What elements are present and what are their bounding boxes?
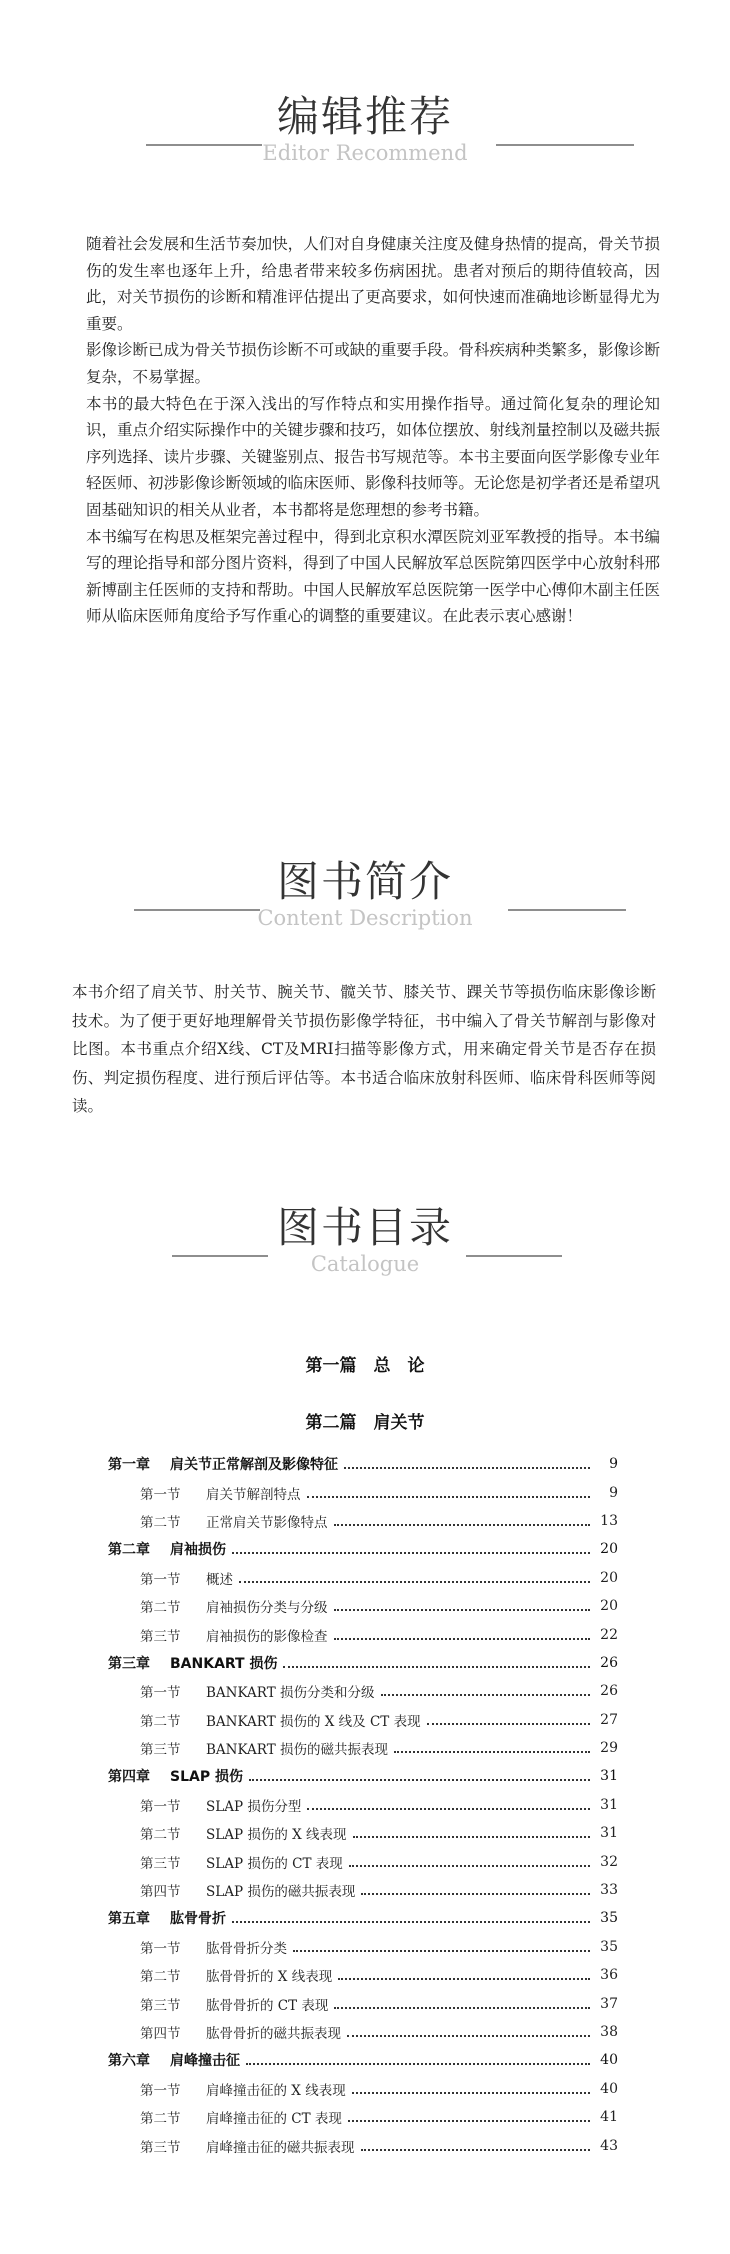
toc-number: 第二章: [108, 1542, 150, 1559]
toc-section-row: [108, 1677, 618, 1705]
catalogue-section-header: [0, 1203, 730, 1293]
toc-page-number: 20: [600, 1541, 618, 1558]
toc-section-row: [108, 1876, 618, 1904]
toc-number: 第一节: [140, 1798, 181, 1815]
toc-page-number: 20: [600, 1598, 618, 1615]
toc-page-number: 27: [600, 1711, 618, 1728]
toc-page-number: 13: [600, 1512, 618, 1529]
toc-title: 肱骨骨折的磁共振表现: [206, 2026, 341, 2042]
toc-section-row: [108, 1706, 618, 1734]
toc-number: 第二节: [140, 1713, 181, 1730]
toc-title: BANKART 损伤的 X 线及 CT 表现: [206, 1713, 421, 1730]
toc-leader-dots: [334, 1524, 591, 1526]
toc-title: 肱骨骨折: [170, 1911, 226, 1928]
toc-section-row: [108, 2103, 618, 2131]
description-text: 本书介绍了肩关节、肘关节、腕关节、髋关节、膝关节、踝关节等损伤临床影像诊断技术。为了便于更好地理解骨关节损伤影像学特征，书中编入了骨关节解剖与影像对比图。本书重点介绍X线、CT及MRI扫描等影像方式，用来确定骨关节是否存在损伤、判定损伤程度、进行预后评估等。本书适合临床放射科医师、临床骨科医师等阅读。: [72, 983, 656, 1115]
toc-number: 第二节: [140, 1600, 181, 1617]
toc-chapter-row: [108, 1649, 618, 1677]
editor-body: [86, 231, 660, 630]
toc-page-number: 31: [600, 1768, 618, 1785]
toc-leader-dots: [239, 1581, 590, 1583]
toc-title: 肩关节解剖特点: [206, 1486, 301, 1503]
toc-number: 第一节: [140, 2082, 181, 2099]
editor-subtitle: Editor Recommend: [262, 141, 468, 165]
toc-title: 肩峰撞击征的磁共振表现: [206, 2139, 355, 2156]
toc-section-row: [108, 1592, 618, 1620]
toc-number: 第三章: [108, 1655, 150, 1672]
toc-title: 肩关节正常解剖及影像特征: [170, 1457, 338, 1474]
toc-title: 肱骨骨折的 CT 表现: [206, 1997, 329, 2014]
toc-page-number: 35: [600, 1938, 618, 1955]
toc-leader-dots: [361, 2149, 591, 2151]
toc-number: 第四节: [140, 2026, 181, 2042]
toc-number: 第一节: [140, 1486, 181, 1503]
toc-title: SLAP 损伤分型: [206, 1798, 302, 1815]
toc-number: 第四章: [108, 1769, 150, 1786]
toc-title: 肱骨骨折分类: [206, 1940, 287, 1957]
toc-title: 肩袖损伤: [170, 1542, 226, 1559]
toc-section-row: [108, 1478, 618, 1506]
toc-leader-dots: [348, 2120, 590, 2122]
toc-number: 第二节: [140, 1827, 181, 1844]
toc-title: 正常肩关节影像特点: [206, 1514, 328, 1531]
toc-leader-dots: [344, 1467, 590, 1469]
toc-section-row: [108, 1989, 618, 2017]
toc-leader-dots: [307, 1808, 590, 1810]
toc-section-row: [108, 2075, 618, 2103]
editor-section-header: [0, 92, 730, 182]
toc-chapter-row: [108, 1535, 618, 1563]
toc-page-number: 26: [600, 1654, 618, 1671]
toc-number: 第一节: [140, 1940, 181, 1957]
toc-leader-dots: [283, 1666, 590, 1668]
editor-paragraph: 影像诊断已成为骨关节损伤诊断不可或缺的重要手段。骨科疾病种类繁多，影像诊断复杂，不易掌握。: [86, 341, 660, 386]
toc-chapter-row: [108, 2046, 618, 2074]
toc-chapter-row: [108, 1762, 618, 1790]
toc-title: SLAP 损伤的 CT 表现: [206, 1855, 343, 1872]
toc-leader-dots: [347, 2035, 590, 2037]
toc-section-row: [108, 1819, 618, 1847]
toc-number: 第二节: [140, 1969, 181, 1986]
toc-page-number: 41: [600, 2109, 618, 2126]
toc-page-number: 35: [600, 1910, 618, 1927]
toc-section-row: [108, 2018, 618, 2046]
toc-section-row: [108, 1791, 618, 1819]
toc-title: SLAP 损伤的 X 线表现: [206, 1827, 347, 1844]
toc-title: 肩峰撞击征的 X 线表现: [206, 2082, 346, 2099]
toc-title: BANKART 损伤的磁共振表现: [206, 1742, 388, 1759]
toc-page-number: 43: [600, 2137, 618, 2154]
editor-paragraph: 本书编写在构思及框架完善过程中，得到北京积水潭医院刘亚军教授的指导。本书编写的理论指导和部分图片资料，得到了中国人民解放军总医院第四医学中心放射科邢新博副主任医师的支持和帮助。中国人民解放军总医院第一医学中心傅仰木副主任医师从临床医师角度给予写作重心的调整的重要建议。在此表示衷心感谢！: [86, 527, 660, 626]
toc-number: 第三节: [140, 1742, 181, 1759]
editor-paragraph: 随着社会发展和生活节奏加快，人们对自身健康关注度及健身热情的提高，骨关节损伤的发生率也逐年上升，给患者带来较多伤病困扰。患者对预后的期待值较高，因此，对关节损伤的诊断和精准评估提出了更高要求，如何快速而准确地诊断显得尤为重要。: [86, 235, 660, 333]
toc-page-number: 40: [600, 2052, 618, 2069]
description-section-header: [0, 857, 730, 947]
toc-leader-dots: [352, 2092, 590, 2094]
toc-chapter-row: [108, 1450, 618, 1478]
toc-section-row: [108, 1961, 618, 1989]
table-of-contents: [108, 1450, 618, 2160]
toc-title: BANKART 损伤分类和分级: [206, 1685, 375, 1702]
toc-page-number: 26: [600, 1683, 618, 1700]
toc-section-row: [108, 1620, 618, 1648]
toc-section-row: [108, 1933, 618, 1961]
toc-page-number: 32: [600, 1853, 618, 1870]
toc-section-row: [108, 2131, 618, 2159]
toc-page-number: 9: [609, 1456, 618, 1473]
toc-title: 肩峰撞击征的 CT 表现: [206, 2111, 342, 2128]
toc-number: 第一章: [108, 1457, 150, 1474]
toc-leader-dots: [334, 1638, 591, 1640]
toc-number: 第二节: [140, 1514, 181, 1531]
toc-title: 概述: [206, 1571, 233, 1588]
toc-leader-dots: [232, 1552, 590, 1554]
toc-leader-dots: [394, 1751, 590, 1753]
toc-leader-dots: [334, 2007, 590, 2009]
toc-title: 肱骨骨折的 X 线表现: [206, 1969, 333, 1986]
toc-page-number: 31: [600, 1825, 618, 1842]
toc-leader-dots: [353, 1836, 590, 1838]
toc-leader-dots: [349, 1865, 590, 1867]
catalogue-title: 图书目录: [276, 1203, 453, 1252]
toc-section-row: [108, 1507, 618, 1535]
toc-chapter-row: [108, 1904, 618, 1932]
toc-number: 第二节: [140, 2111, 181, 2128]
toc-number: 第五章: [108, 1911, 150, 1928]
toc-number: 第四节: [140, 1884, 181, 1901]
toc-page-number: 38: [600, 2024, 618, 2040]
toc-page-number: 29: [600, 1740, 618, 1757]
toc-page-number: 20: [600, 1569, 618, 1586]
toc-leader-dots: [338, 1978, 590, 1980]
toc-leader-dots: [334, 1609, 591, 1611]
toc-leader-dots: [361, 1893, 590, 1895]
toc-number: 第三节: [140, 1628, 181, 1645]
toc-page-number: 22: [600, 1626, 618, 1643]
toc-page-number: 37: [600, 1995, 618, 2012]
description-title: 图书简介: [276, 857, 453, 906]
toc-leader-dots: [381, 1694, 591, 1696]
description-body: [72, 978, 656, 1121]
toc-section-row: [108, 1734, 618, 1762]
toc-leader-dots: [307, 1496, 591, 1498]
toc-number: 第三节: [140, 1997, 181, 2014]
toc-title: SLAP 损伤的磁共振表现: [206, 1884, 356, 1901]
toc-title: BANKART 损伤: [170, 1655, 278, 1672]
toc-leader-dots: [427, 1723, 590, 1725]
toc-page-number: 33: [600, 1882, 618, 1899]
toc-title: 肩袖损伤分类与分级: [206, 1600, 328, 1617]
toc-page-number: 31: [600, 1796, 618, 1813]
editor-title: 编辑推荐: [276, 92, 453, 141]
toc-part-heading: 第一篇 总 论: [305, 1356, 425, 1376]
toc-number: 第一节: [140, 1685, 181, 1702]
toc-page-number: 9: [609, 1484, 618, 1501]
editor-paragraph: 本书的最大特色在于深入浅出的写作特点和实用操作指导。通过简化复杂的理论知识，重点介绍实际操作中的关键步骤和技巧，如体位摆放、射线剂量控制以及磁共振序列选择、读片步骤、关键鉴别点、报告书写规范等。本书主要面向医学影像专业年轻医师、初涉影像诊断领域的临床医师、影像科技师等。无论您是初学者还是希望巩固基础知识的相关从业者，本书都将是您理想的参考书籍。: [86, 394, 660, 519]
toc-number: 第三节: [140, 2139, 181, 2156]
toc-page-number: 36: [600, 1967, 618, 1984]
toc-number: 第六章: [108, 2053, 150, 2070]
toc-title: 肩袖损伤的影像检查: [206, 1628, 328, 1645]
toc-number: 第三节: [140, 1855, 181, 1872]
toc-leader-dots: [293, 1950, 590, 1952]
toc-number: 第一节: [140, 1571, 181, 1588]
toc-title: 肩峰撞击征: [170, 2053, 240, 2070]
toc-title: SLAP 损伤: [170, 1769, 243, 1786]
catalogue-subtitle: Catalogue: [310, 1252, 420, 1276]
toc-leader-dots: [249, 1779, 590, 1781]
toc-leader-dots: [246, 2063, 590, 2065]
toc-page-number: 40: [600, 2080, 618, 2097]
toc-leader-dots: [232, 1921, 590, 1923]
toc-section-row: [108, 1564, 618, 1592]
toc-part-heading: 第二篇 肩关节: [305, 1413, 425, 1433]
description-subtitle: Content Description: [257, 906, 473, 930]
toc-section-row: [108, 1847, 618, 1875]
